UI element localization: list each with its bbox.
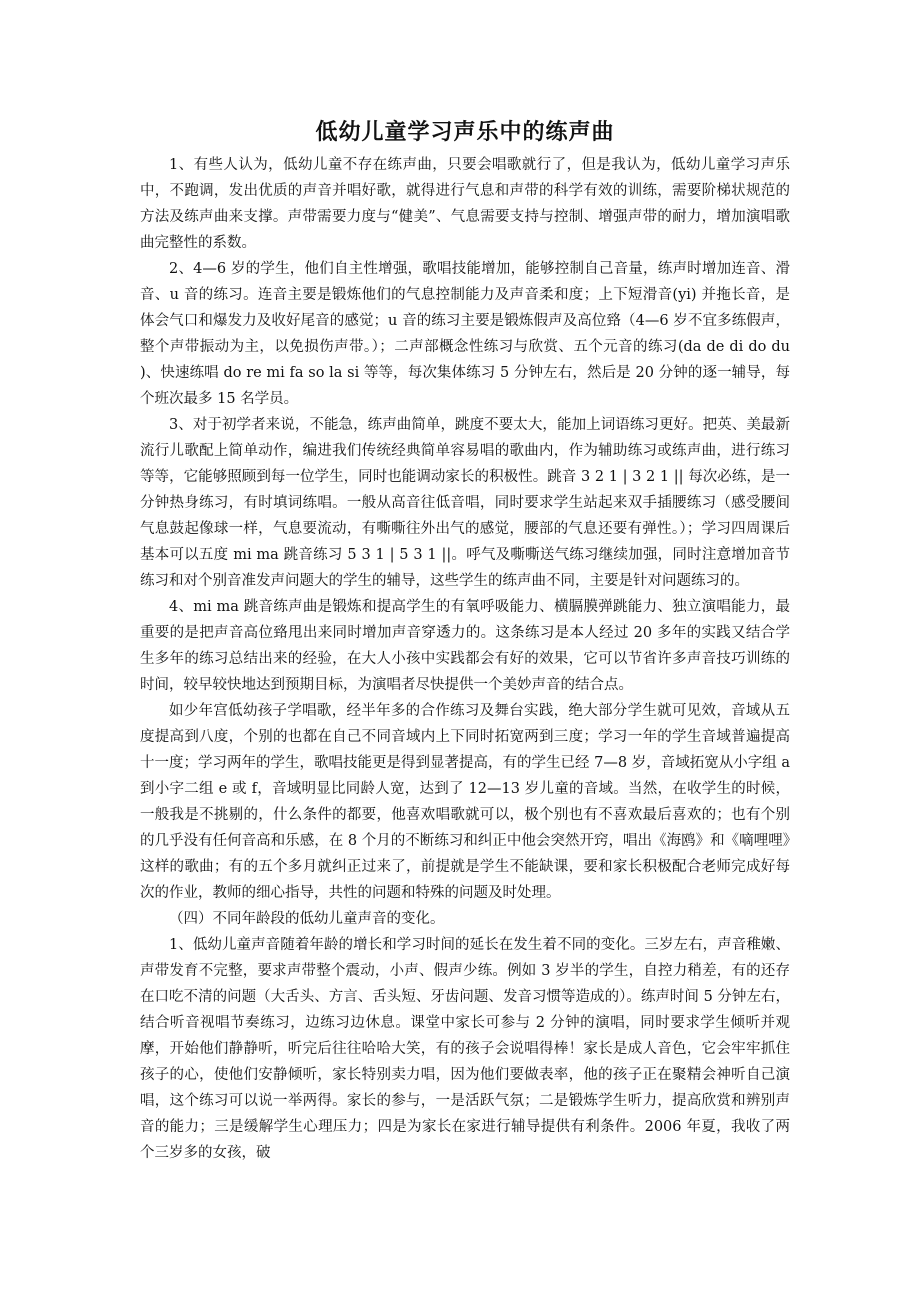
document-page — [140, 116, 790, 1166]
paragraph-4: 4、mi ma 跳音练声曲是锻炼和提高学生的有氧呼吸能力、横膈膜弹跳能力、独立演唱能力，最重要的是把声音高位臵甩出来同时增加声音穿透力的。这条练习是本人经过 20 多年的实践又结合学生多年的练习总结出来的经验，在大人小孩中实践都会有好的效果，它可以节省许多声音技巧训练的时间，较早较快地达到预期目标，为演唱者尽快提供一个美妙声音的结合点。 — [140, 599, 790, 693]
paragraph-1: 1、有些人认为，低幼儿童不存在练声曲，只要会唱歌就行了，但是我认为，低幼儿童学习声乐中，不跑调，发出优质的声音并唱好歌，就得进行气息和声带的科学有效的训练，需要阶梯状规范的方法及练声曲来支撑。声带需要力度与“健美”、气息需要支持与控制、增强声带的耐力，增加演唱歌曲完整性的系数。 — [140, 157, 790, 251]
section-heading-4: （四）不同年龄段的低幼儿童声音的变化。 — [169, 911, 445, 927]
paragraph-2: 2、4—6 岁的学生，他们自主性增强，歌唱技能增加，能够控制自己音量，练声时增加连音、滑音、u 音的练习。连音主要是锻炼他们的气息控制能力及声音柔和度；上下短滑音(yi) 并拖长音，是体会气口和爆发力及收好尾音的感觉；u 音的练习主要是锻炼假声及高位臵（4—6 岁不宜多练假声，整个声带振动为主，以免损伤声带。）；二声部概念性练习与欣赏、五个元音的练习(da de di do du )、快速练唱 do re mi fa so la si 等等，每次集体练习 5 分钟左右，然后是 20 分钟的逐一辅导，每个班次最多 15 名学员。 — [140, 261, 790, 407]
document-title: 低幼儿童学习声乐中的练声曲 — [315, 119, 615, 145]
paragraph-5: 如少年宫低幼孩子学唱歌，经半年多的合作练习及舞台实践，绝大部分学生就可见效，音域从五度提高到八度，个别的也都在自己不同音域内上下同时拓宽两到三度；学习一年的学生音域普遍提高十一度；学习两年的学生，歌唱技能更是得到显著提高，有的学生已经 7—8 岁，音域拓宽从小字组 a 到小字二组 e 或 f，音域明显比同龄人宽，达到了 12—13 岁儿童的音域。当然，在收学生的时候，一般我是不挑剔的，什么条件的都要，他喜欢唱歌就可以，极个别也有不喜欢最后喜欢的；也有个别的几乎没有任何音高和乐感，在 8 个月的不断练习和纠正中他会突然开窍，唱出《海鸥》和《嘀哩哩》这样的歌曲；有的五个多月就纠正过来了，前提就是学生不能缺课，要和家长积极配合老师完成好每次的作业，教师的细心指导，共性的问题和特殊的问题及时处理。 — [140, 703, 790, 901]
paragraph-6: 1、低幼儿童声音随着年龄的增长和学习时间的延长在发生着不同的变化。三岁左右，声音稚嫩、声带发育不完整，要求声带整个震动，小声、假声少练。例如 3 岁半的学生，自控力稍差，有的还存在口吃不清的问题（大舌头、方言、舌头短、牙齿问题、发音习惯等造成的）。练声时间 5 分钟左右，结合听音视唱节奏练习，边练习边休息。课堂中家长可参与 2 分钟的演唱，同时要求学生倾听并观摩，开始他们静静听，听完后往往哈哈大笑，有的孩子会说唱得棒！家长是成人音色，它会牢牢抓住孩子的心，使他们安静倾听，家长特别卖力唱，因为他们要做表率，他的孩子正在聚精会神听自己演唱，这个练习可以说一举两得。家长的参与，一是活跃气氛；二是锻炼学生听力，提高欣赏和辨别声音的能力；三是缓解学生心理压力；四是为家长在家进行辅导提供有利条件。2006 年夏，我收了两个三岁多的女孩，破 — [140, 937, 790, 1161]
paragraph-3: 3、对于初学者来说，不能急，练声曲简单，跳度不要太大，能加上词语练习更好。把英、美最新流行儿歌配上简单动作，编进我们传统经典简单容易唱的歌曲内，作为辅助练习或练声曲，进行练习等等，它能够照顾到每一位学生，同时也能调动家长的积极性。跳音 3 2 1 | 3 2 1 || 每次必练，是一分钟热身练习，有时填词练唱。一般从高音往低音唱，同时要求学生站起来双手插腰练习（感受腰间气息鼓起像球一样，气息要流动，有嘶嘶往外出气的感觉，腰部的气息还要有弹性。）；学习四周课后基本可以五度 mi ma 跳音练习 5 3 1 | 5 3 1 ||。呼气及嘶嘶送气练习继续加强，同时注意增加音节练习和对个别音准发声问题大的学生的辅导，这些学生的练声曲不同，主要是针对问题练习的。 — [140, 417, 790, 589]
